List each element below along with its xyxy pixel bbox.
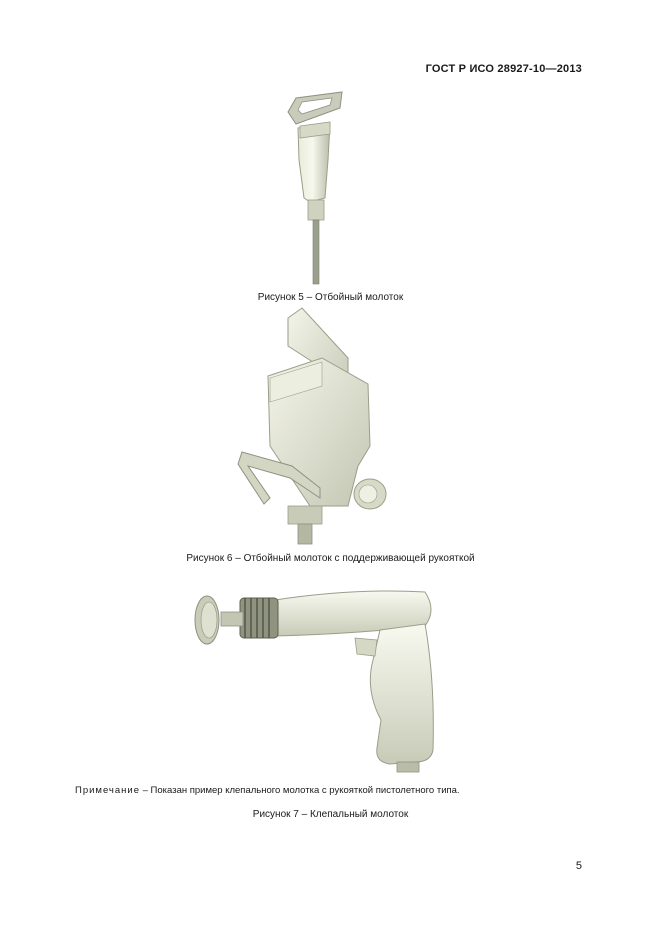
figure-breaker-hammer-illustration	[270, 90, 370, 295]
figure-5-caption: Рисунок 5 – Отбойный молоток	[257, 292, 404, 303]
note-text: – Показан пример клепального молотка с рукояткой пистолетного типа.	[140, 785, 460, 796]
figure-breaker-with-support-handle-illustration	[230, 306, 400, 546]
figure-7-caption: Рисунок 7 – Клепальный молоток	[252, 809, 409, 820]
page-number: 5	[575, 860, 582, 872]
standard-header: ГОСТ Р ИСО 28927-10—2013	[425, 63, 582, 75]
figure-note	[75, 785, 460, 796]
note-lead: Примечание	[75, 785, 140, 796]
figure-riveting-hammer-illustration	[185, 580, 445, 775]
figure-6-caption: Рисунок 6 – Отбойный молоток с поддерживающей рукояткой	[186, 553, 475, 564]
